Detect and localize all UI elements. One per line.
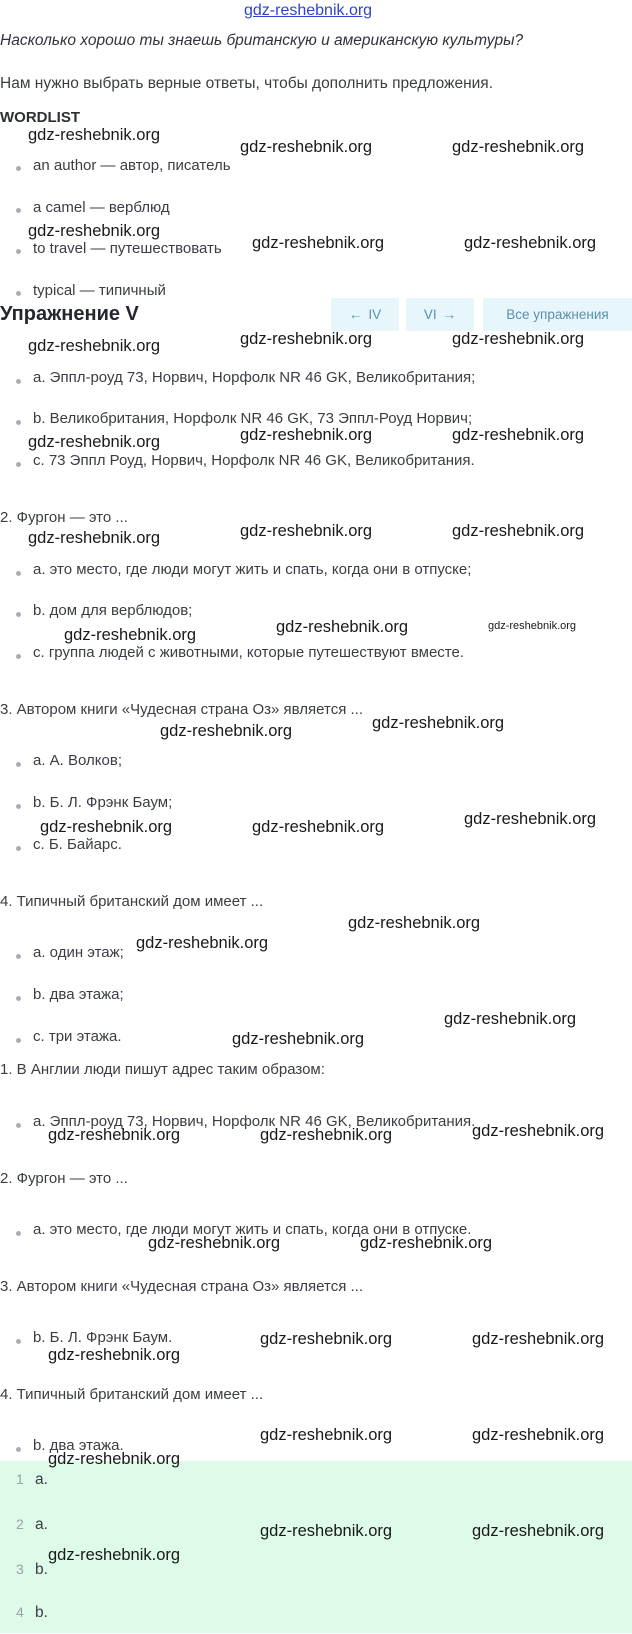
answer-number: 1: [16, 1471, 24, 1487]
watermark: gdz-reshebnik.org: [260, 1126, 393, 1144]
watermark: gdz-reshebnik.org: [240, 426, 373, 444]
watermark: gdz-reshebnik.org: [28, 222, 161, 240]
question-text: 4. Типичный британский дом имеет ...: [0, 1386, 264, 1403]
wordlist-item: typical — типичный: [33, 282, 166, 299]
watermark: gdz-reshebnik.org: [240, 522, 373, 540]
wordlist-item: to travel — путешествовать: [33, 240, 222, 257]
watermark: gdz-reshebnik.org: [276, 618, 409, 636]
option-text: c. три этажа.: [33, 1028, 122, 1045]
watermark: gdz-reshebnik.org: [160, 722, 293, 740]
watermark: gdz-reshebnik.org: [452, 522, 585, 540]
watermark: gdz-reshebnik.org: [488, 620, 577, 632]
bullet-icon: [16, 1038, 21, 1043]
answer-number: 4: [16, 1604, 24, 1620]
watermark: gdz-reshebnik.org: [28, 126, 161, 144]
watermark: gdz-reshebnik.org: [452, 426, 585, 444]
watermark: gdz-reshebnik.org: [252, 234, 385, 252]
answer-value: a.: [35, 1516, 48, 1533]
watermark: gdz-reshebnik.org: [260, 1426, 393, 1444]
next-exercise-button[interactable]: [406, 298, 474, 331]
option-text: b. дом для верблюдов;: [33, 602, 193, 619]
answer-value: b.: [35, 1561, 48, 1578]
answer-value: b.: [35, 1604, 48, 1621]
all-exercises-button[interactable]: [483, 298, 632, 331]
watermark: gdz-reshebnik.org: [232, 1030, 365, 1048]
intro-text: Насколько хорошо ты знаешь британскую и американскую культуры?: [0, 32, 524, 49]
watermark: gdz-reshebnik.org: [472, 1330, 605, 1348]
bullet-icon: [16, 420, 21, 425]
answer-text: b. Б. Л. Фрэнк Баум.: [33, 1329, 173, 1346]
watermark: gdz-reshebnik.org: [452, 330, 585, 348]
answer-text: a. это место, где люди могут жить и спать, когда они в отпуске.: [33, 1221, 472, 1238]
task-text: Нам нужно выбрать верные ответы, чтобы дополнить предложения.: [0, 75, 494, 92]
bullet-icon: [16, 291, 21, 296]
answer-number: 3: [16, 1561, 24, 1577]
prev-exercise-button[interactable]: [331, 298, 399, 331]
watermark: gdz-reshebnik.org: [48, 1546, 181, 1564]
bullet-icon: [16, 654, 21, 659]
watermark: gdz-reshebnik.org: [240, 138, 373, 156]
watermark: gdz-reshebnik.org: [28, 337, 161, 355]
bullet-icon: [16, 1123, 21, 1128]
bullet-icon: [16, 612, 21, 617]
watermark: gdz-reshebnik.org: [48, 1346, 181, 1364]
bullet-icon: [16, 571, 21, 576]
site-link[interactable]: gdz-reshebnik.org: [244, 2, 373, 19]
answer-value: a.: [35, 1471, 48, 1488]
watermark: gdz-reshebnik.org: [452, 138, 585, 156]
bullet-icon: [16, 1447, 21, 1452]
question-text: 3. Автором книги «Чудесная страна Оз» является ...: [0, 701, 363, 718]
watermark: gdz-reshebnik.org: [472, 1522, 605, 1540]
bullet-icon: [16, 379, 21, 384]
watermark: gdz-reshebnik.org: [240, 330, 373, 348]
watermark: gdz-reshebnik.org: [260, 1522, 393, 1540]
all-exercises-label: Все упражнения: [506, 307, 609, 322]
watermark: gdz-reshebnik.org: [48, 1450, 181, 1468]
bullet-icon: [16, 208, 21, 213]
question-text: 3. Автором книги «Чудесная страна Оз» является ...: [0, 1278, 363, 1295]
next-exercise-label: VI: [423, 307, 437, 322]
bullet-icon: [16, 846, 21, 851]
option-text: a. это место, где люди могут жить и спать, когда они в отпуске;: [33, 561, 472, 578]
watermark: gdz-reshebnik.org: [464, 234, 597, 252]
question-text: 2. Фургон — это ...: [0, 509, 128, 526]
question-text: 2. Фургон — это ...: [0, 1170, 128, 1187]
option-text: c. группа людей с животными, которые путешествуют вместе.: [33, 644, 465, 661]
answer-text: a. Эппл-роуд 73, Норвич, Норфолк NR 46 GK, Великобритания.: [33, 1113, 476, 1130]
option-text: b. Б. Л. Фрэнк Баум;: [33, 794, 173, 811]
watermark: gdz-reshebnik.org: [444, 1010, 577, 1028]
watermark: gdz-reshebnik.org: [136, 934, 269, 952]
question-text: 1. В Англии люди пишут адрес таким образом:: [0, 1061, 325, 1078]
watermark: gdz-reshebnik.org: [40, 818, 173, 836]
wordlist-item: an author — автор, писатель: [33, 157, 231, 174]
option-text: a. А. Волков;: [33, 752, 122, 769]
watermark: gdz-reshebnik.org: [64, 626, 197, 644]
bullet-icon: [16, 762, 21, 767]
prev-exercise-label: IV: [368, 307, 382, 322]
bullet-icon: [16, 166, 21, 171]
question-text: 4. Типичный британский дом имеет ...: [0, 893, 264, 910]
bullet-icon: [16, 1339, 21, 1344]
wordlist-title: WORDLIST: [0, 109, 80, 126]
option-text: a. один этаж;: [33, 944, 124, 961]
watermark: gdz-reshebnik.org: [348, 914, 481, 932]
wordlist-item: a camel — верблюд: [33, 199, 170, 216]
watermark: gdz-reshebnik.org: [148, 1234, 281, 1252]
option-text: b. два этажа;: [33, 986, 124, 1003]
arrow-right-icon: →: [442, 307, 457, 322]
option-text: b. Великобритания, Норфолк NR 46 GK, 73 Эппл-Роуд Норвич;: [33, 410, 473, 427]
arrow-left-icon: ←: [348, 307, 363, 322]
bullet-icon: [16, 954, 21, 959]
watermark: gdz-reshebnik.org: [472, 1122, 605, 1140]
watermark: gdz-reshebnik.org: [28, 433, 161, 451]
option-text: c. Б. Байарс.: [33, 836, 122, 853]
watermark: gdz-reshebnik.org: [48, 1126, 181, 1144]
bullet-icon: [16, 462, 21, 467]
watermark: gdz-reshebnik.org: [260, 1330, 393, 1348]
bullet-icon: [16, 1231, 21, 1236]
watermark: gdz-reshebnik.org: [472, 1426, 605, 1444]
watermark: gdz-reshebnik.org: [372, 714, 505, 732]
watermark: gdz-reshebnik.org: [252, 818, 385, 836]
watermark: gdz-reshebnik.org: [360, 1234, 493, 1252]
option-text: c. 73 Эппл Роуд, Норвич, Норфолк NR 46 GK, Великобритания.: [33, 452, 475, 469]
option-text: a. Эппл-роуд 73, Норвич, Норфолк NR 46 GK, Великобритания;: [33, 369, 476, 386]
answer-text: b. два этажа.: [33, 1437, 124, 1454]
bullet-icon: [16, 249, 21, 254]
watermark: gdz-reshebnik.org: [464, 810, 597, 828]
bullet-icon: [16, 804, 21, 809]
answer-number: 2: [16, 1516, 24, 1532]
watermark: gdz-reshebnik.org: [28, 529, 161, 547]
bullet-icon: [16, 996, 21, 1001]
exercise-title: Упражнение V: [0, 303, 139, 325]
